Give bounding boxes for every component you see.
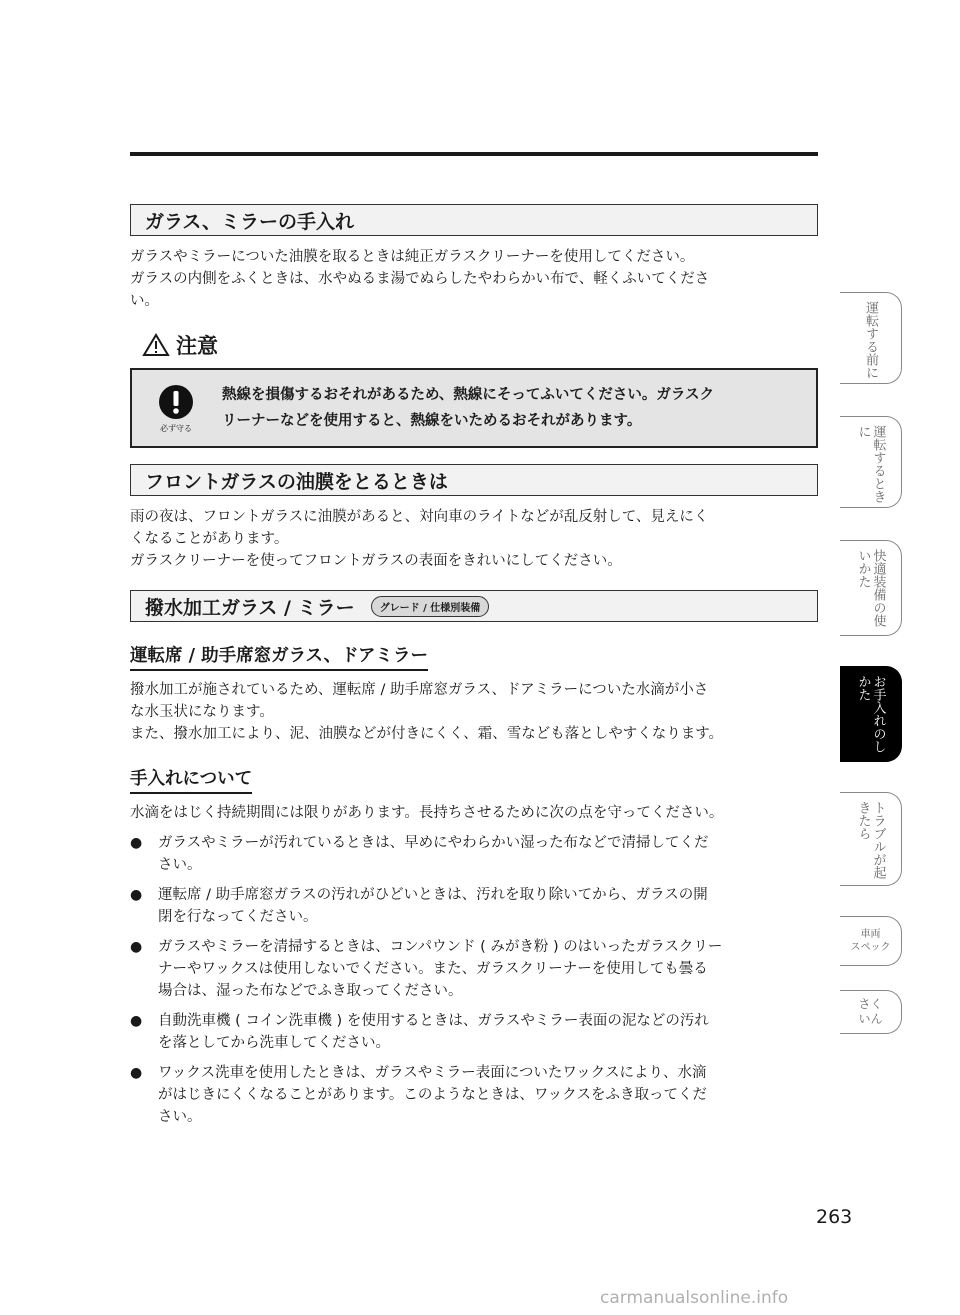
top-rule <box>130 152 818 156</box>
side-tab-troubleshooting[interactable] <box>840 792 902 886</box>
exclamation-circle-icon <box>157 383 195 421</box>
text-line: ガラスやミラーが汚れているときは、早めにやわらかい湿った布などで清掃してくだ <box>158 835 709 851</box>
subheading-windows-mirrors: 運転席 / 助手席窓ガラス、ドアミラー <box>130 642 428 671</box>
list-item <box>130 832 818 876</box>
text-line: さい。 <box>158 857 202 873</box>
text-line: 運転席 / 助手席窓ガラスの汚れがひどいときは、汚れを取り除いてから、ガラスの開 <box>158 887 708 903</box>
text-line: がはじきにくくなることがあります。このようなときは、ワックスをふき取ってくだ <box>158 1087 707 1103</box>
text-line: ガラスやミラーを清掃するときは、コンパウンド ( みがき粉 ) のはいったガラスクリー <box>158 939 723 955</box>
text-line: を落としてから洗車してください。 <box>158 1035 390 1051</box>
text-line: 車両 <box>860 929 881 940</box>
caution-title: 注意 <box>176 334 218 358</box>
caution-box <box>130 368 818 448</box>
list-item <box>130 936 818 1002</box>
section-header-water-repellent <box>130 590 818 622</box>
text-line: ガラスクリーナーを使ってフロントガラスの表面をきれいにしてください。 <box>130 553 622 569</box>
side-tab-maintenance[interactable] <box>840 666 902 762</box>
watermark: carmanualsonline.info <box>600 1288 789 1308</box>
section1-text <box>130 246 818 312</box>
bullet-mark: ● <box>130 835 143 851</box>
text-line: ガラスの内側をふくときは、水やぬるま湯でぬらしたやわらかい布で、軽くふいてくださ <box>130 271 710 287</box>
must-follow-mark <box>152 383 200 434</box>
must-follow-label: 必ず守る <box>160 423 192 433</box>
sub1-text <box>130 679 818 745</box>
text-line: スペック <box>850 942 891 953</box>
care-bullet-list <box>130 832 818 1128</box>
side-tab-label: お手入れのしかた <box>855 675 886 753</box>
text-line: な水玉状になります。 <box>130 704 274 720</box>
main-content <box>130 204 818 1128</box>
list-item <box>130 1010 818 1054</box>
caution-heading <box>142 330 818 360</box>
text-line: ナーやワックスは使用しないでください。また、ガラスクリーナーを使用しても曇る <box>158 961 708 977</box>
side-tab-label: 運転するときに <box>855 425 886 503</box>
warning-triangle-icon <box>142 333 170 357</box>
bullet-mark: ● <box>130 887 143 903</box>
side-tab-while-driving[interactable] <box>840 416 902 508</box>
grade-badge: グレード / 仕様別装備 <box>371 596 490 617</box>
section-title: 撥水加工ガラス / ミラー <box>145 596 355 619</box>
side-tab-label: トラブルが起きたら <box>855 801 886 879</box>
section-title: ガラス、ミラーの手入れ <box>145 210 355 233</box>
page-number: 263 <box>816 1206 853 1228</box>
side-tab-label: 快適装備の使いかた <box>855 549 886 627</box>
section-title: フロントガラスの油膜をとるときは <box>145 470 448 493</box>
side-tab-before-driving[interactable] <box>840 292 902 384</box>
bullet-mark: ● <box>130 1013 143 1029</box>
text-line: いん <box>858 1012 883 1026</box>
text-line: また、撥水加工により、泥、油膜などが付きにくく、霜、雪なども落としやすくなります。 <box>130 726 724 742</box>
list-item <box>130 1062 818 1128</box>
text-line: 場合は、湿った布などでふき取ってください。 <box>158 983 463 999</box>
text-line: ワックス洗車を使用したときは、ガラスやミラー表面についたワックスにより、水滴 <box>158 1065 707 1081</box>
text-line: さい。 <box>158 1109 202 1125</box>
section2-text <box>130 506 818 572</box>
side-tab-label <box>851 928 891 954</box>
section-header-glass-mirror <box>130 204 818 236</box>
side-tab-comfort-features[interactable] <box>840 540 902 636</box>
text-line: くなることがあります。 <box>130 531 289 547</box>
text-line: さく <box>858 997 883 1011</box>
bullet-mark: ● <box>130 939 143 955</box>
text-line: 熱線を損傷するおそれがあるため、熱線にそってふいてください。ガラスク <box>222 387 714 403</box>
list-item <box>130 884 818 928</box>
bullet-mark: ● <box>130 1065 143 1081</box>
text-line: 自動洗車機 ( コイン洗車機 ) を使用するときは、ガラスやミラー表面の泥などの汚れ <box>158 1013 709 1029</box>
subheading-care: 手入れについて <box>130 765 252 794</box>
care-intro: 水滴をはじく持続期間には限りがあります。長持ちさせるために次の点を守ってください。 <box>130 805 724 821</box>
side-tab-specifications[interactable] <box>840 916 902 966</box>
text-line: 閉を行なってください。 <box>158 909 318 925</box>
text-line: 撥水加工が施されているため、運転席 / 助手席窓ガラス、ドアミラーについた水滴が小さ <box>130 682 709 698</box>
side-tab-index[interactable] <box>840 990 902 1034</box>
text-line: 雨の夜は、フロントガラスに油膜があると、対向車のライトなどが乱反射して、見えにく <box>130 509 709 525</box>
side-tab-label: 運転する前に <box>863 301 878 379</box>
text-line: リーナーなどを使用すると、熱線をいためるおそれがあります。 <box>222 413 642 429</box>
caution-text <box>222 382 714 434</box>
section-header-windshield-film <box>130 464 818 496</box>
side-tab-label <box>858 997 882 1027</box>
text-line: ガラスやミラーについた油膜を取るときは純正ガラスクリーナーを使用してください。 <box>130 249 695 265</box>
text-line: い。 <box>130 293 159 309</box>
